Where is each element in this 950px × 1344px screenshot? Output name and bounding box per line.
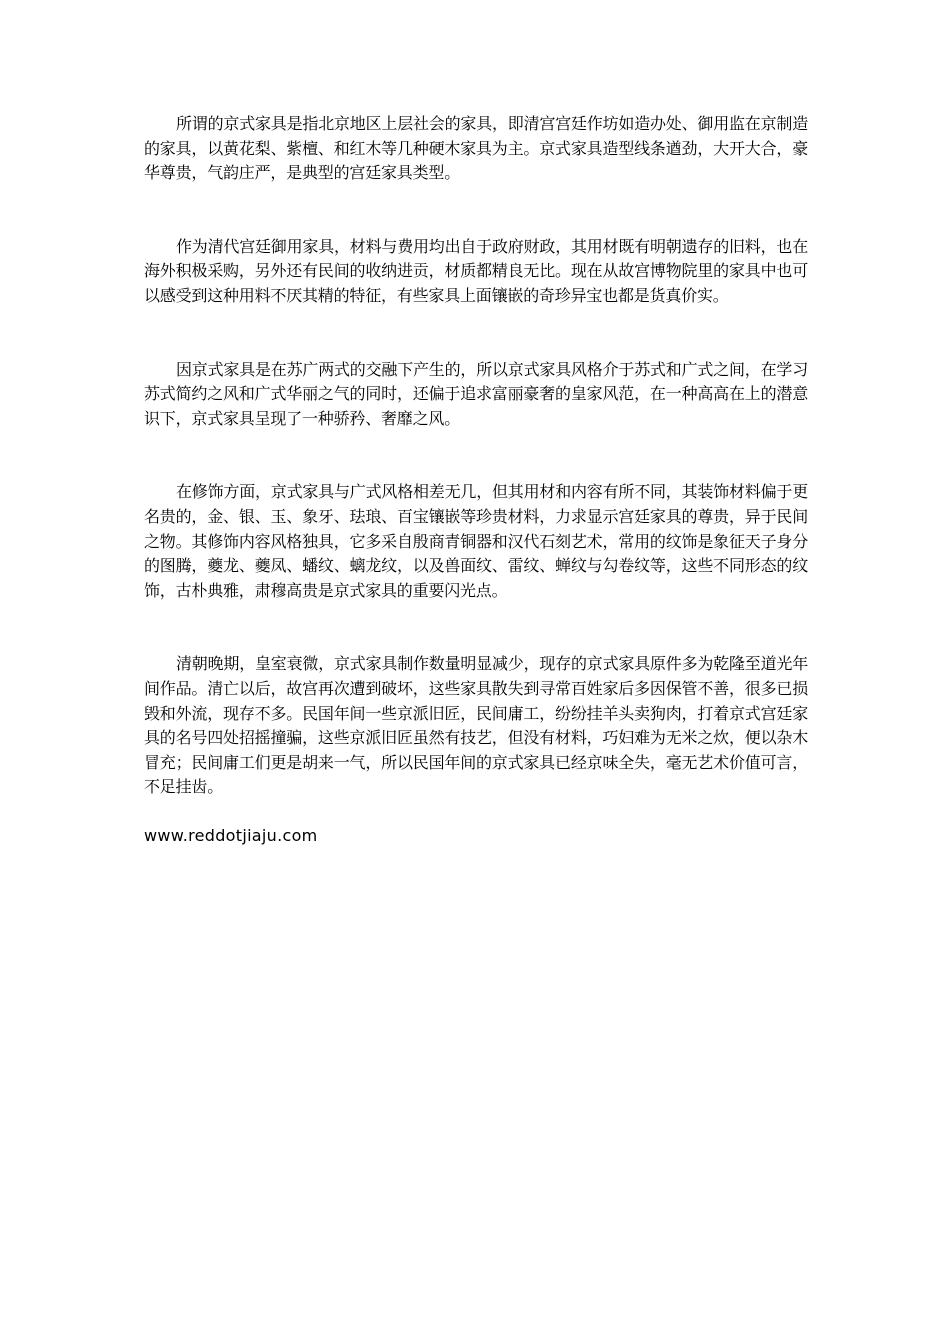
paragraph-intro: 所谓的京式家具是指北京地区上层社会的家具，即清宫宫廷作坊如造办处、御用监在京制造的家具，以黄花梨、紫檀、和红木等几种硬木家具为主。京式家具造型线条遒劲，大开大合，豪华尊贵，气韵庄严，是典型的宫廷家具类型。 xyxy=(144,114,809,183)
paragraph-style-origin: 因京式家具是在苏广两式的交融下产生的，所以京式家具风格介于苏式和广式之间，在学习苏式简约之风和广式华丽之气的同时，还偏于追求富丽豪奢的皇家风范，在一种高高在上的潜意识下，京式家具呈现了一种骄矜、奢靡之风。 xyxy=(144,359,809,428)
paragraph-late-qing: 清朝晚期，皇室衰微，京式家具制作数量明显减少，现存的京式家具原件多为乾隆至道光年间作品。清亡以后，故宫再次遭到破坏，这些家具散失到寻常百姓家后多因保管不善，很多已损毁和外流，现存不多。民国年间一些京派旧匠，民间庸工，纷纷挂羊头卖狗肉，打着京式宫廷家具的名号四处招摇撞骗，这些京派旧匠虽然有技艺，但没有材料，巧妇难为无米之炊，便以杂木冒充；民间庸工们更是胡来一气，所以民国年间的京式家具已经京味全失，毫无艺术价值可言，不足挂齿。 xyxy=(144,654,809,797)
document-body xyxy=(144,112,808,848)
website-link[interactable]: www.reddotjiaju.com xyxy=(144,825,318,845)
paragraph-materials: 作为清代宫廷御用家具，材料与费用均出自于政府财政，其用材既有明朝遗存的旧料，也在海外积极采购，另外还有民间的收纳进贡，材质都精良无比。现在从故宫博物院里的家具中也可以感受到这种用料不厌其精的特征，有些家具上面镶嵌的奇珍异宝也都是货真价实。 xyxy=(144,236,809,305)
paragraph-decoration: 在修饰方面，京式家具与广式风格相差无几，但其用材和内容有所不同，其装饰材料偏于更名贵的，金、银、玉、象牙、珐琅、百宝镶嵌等珍贵材料，力求显示宫廷家具的尊贵，异于民间之物。其修饰内容风格独具，它多采自殷商青铜器和汉代石刻艺术，常用的纹饰是象征天子身分的图腾，夔龙、夔凤、蟠纹、螭龙纹，以及兽面纹、雷纹、蝉纹与勾卷纹等，这些不同形态的纹饰，古朴典雅，肃穆高贵是京式家具的重要闪光点。 xyxy=(144,482,809,600)
